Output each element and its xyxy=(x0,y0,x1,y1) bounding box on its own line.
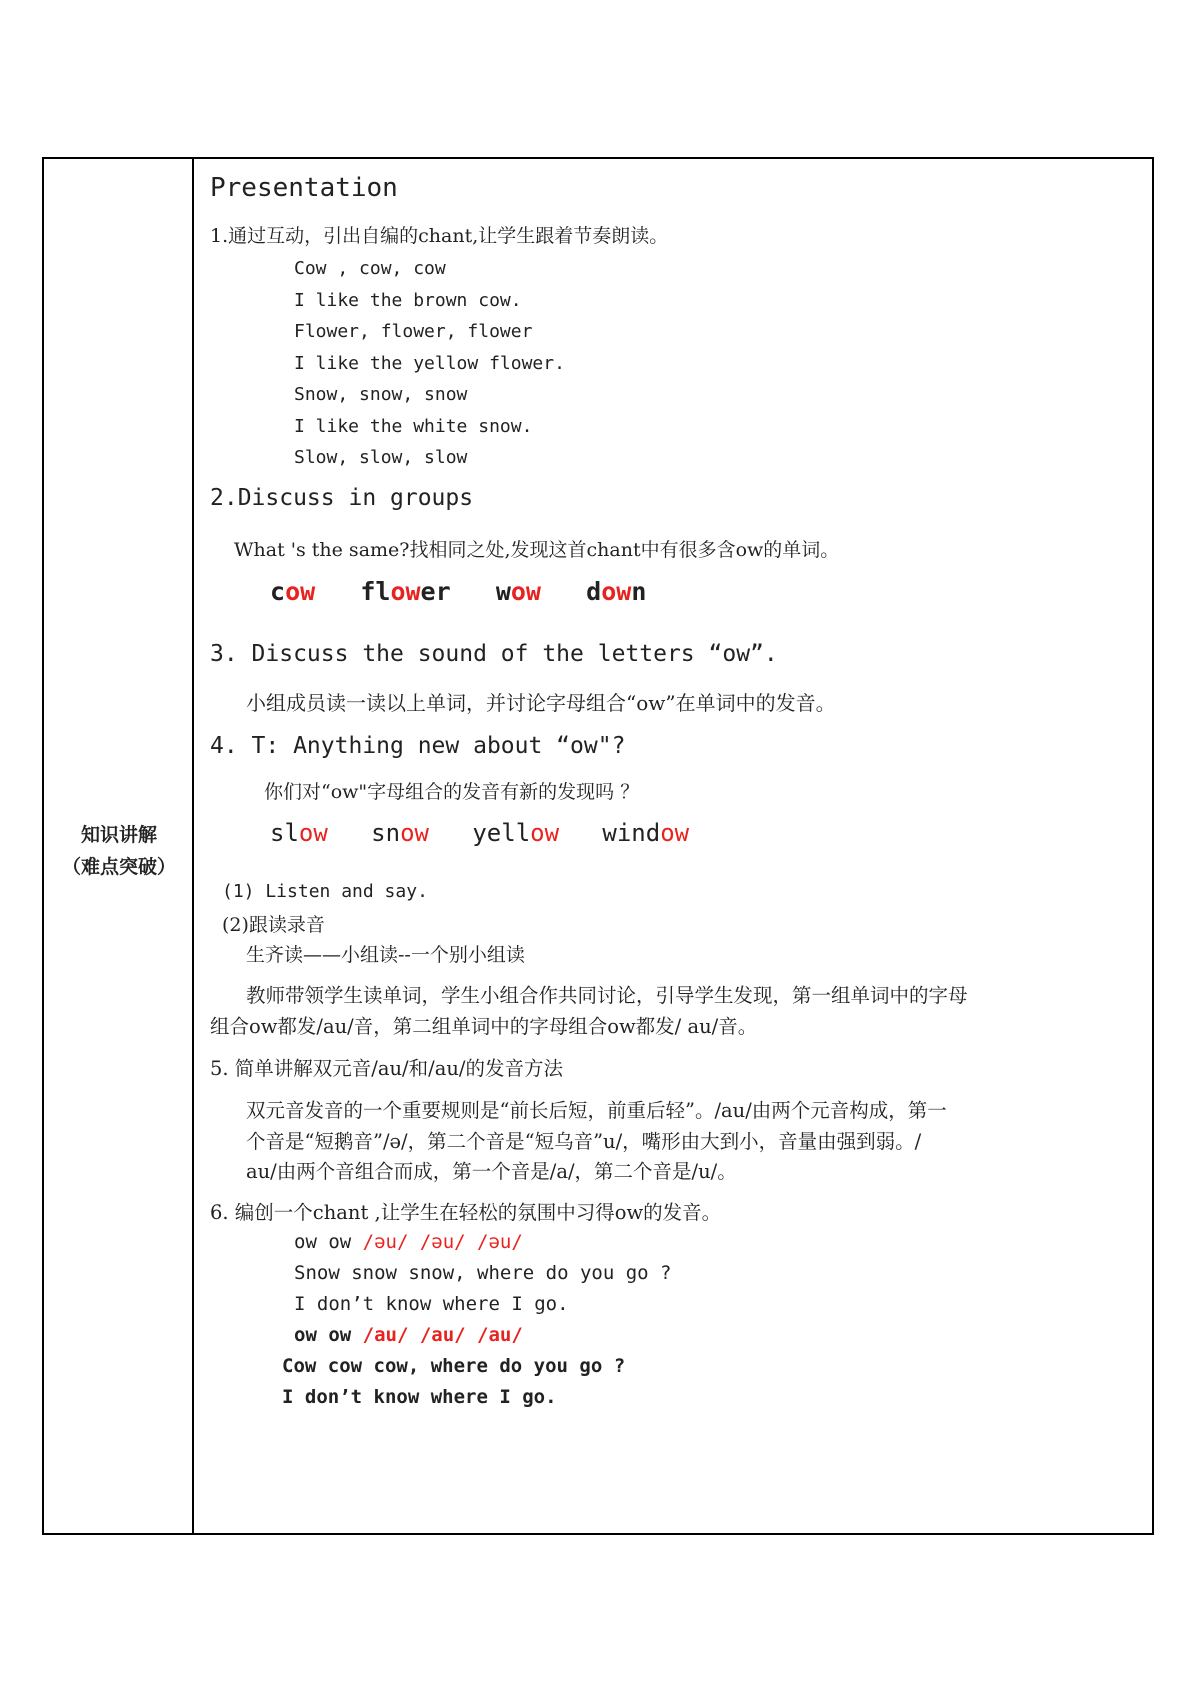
ow-word: yellow xyxy=(472,819,560,847)
step4-paragraph-line: 组合ow都发/au/音，第二组单词中的字母组合ow都发/ au/音。 xyxy=(210,1015,758,1038)
chant-line: Cow cow cow, where do you go ? xyxy=(282,1355,626,1377)
chant-line: I like the yellow flower. xyxy=(294,352,565,374)
step4-paragraph-line: 教师带领学生读单词，学生小组合作共同讨论，引导学生发现，第一组单词中的字母 xyxy=(246,984,968,1007)
step4-heading: 4. T: Anything new about “ow"? xyxy=(210,733,626,759)
chant-block-1 xyxy=(294,253,565,474)
step5-paragraph-line: 双元音发音的一个重要规则是“前长后短，前重后轻”。/au/由两个元音构成，第一 xyxy=(246,1099,947,1122)
category-cell xyxy=(44,159,194,1533)
chant-line: I don’t know where I go. xyxy=(282,1386,557,1408)
ow-word: down xyxy=(586,577,647,606)
chant-line: Slow, slow, slow xyxy=(294,447,468,468)
chant-line: I don’t know where I go. xyxy=(294,1293,569,1315)
step1-intro: 1.通过互动，引出自编的chant,让学生跟着节奏朗读。 xyxy=(210,225,669,247)
category-subtitle: （难点突破） xyxy=(61,856,176,878)
step4-text: 你们对“ow"字母组合的发音有新的发现吗 ？ xyxy=(264,781,640,803)
step5-heading: 5. 简单讲解双元音/au/和/au/的发音方法 xyxy=(210,1057,563,1080)
chant-line: Snow snow snow, where do you go ? xyxy=(294,1262,672,1284)
chant-line: ow ow /au/ /au/ /au/ xyxy=(294,1324,523,1346)
step5-paragraph-line: au/由两个音组合而成，第一个音是/a/，第二个音是/u/。 xyxy=(246,1160,737,1183)
step3-text: 小组成员读一读以上单词，并讨论字母组合“ow”在单词中的发音。 xyxy=(246,691,836,715)
ow-word-row-2 xyxy=(270,819,689,847)
chant-line: I like the white snow. xyxy=(294,415,533,437)
ow-word: wow xyxy=(495,577,541,606)
ow-word: snow xyxy=(371,819,429,847)
step3-heading: 3. Discuss the sound of the letters “ow”. xyxy=(210,641,778,667)
chant-block-2 xyxy=(294,1227,672,1351)
ow-word: cow xyxy=(270,577,316,606)
chant-line: Flower, flower, flower xyxy=(294,321,533,342)
section-title: Presentation xyxy=(210,173,398,203)
sub-step-1: (1) Listen and say. xyxy=(222,881,428,902)
lesson-table xyxy=(42,157,1154,1535)
step6-heading: 6. 编创一个chant ,让学生在轻松的氛围中习得ow的发音。 xyxy=(210,1201,722,1224)
ow-word: flower xyxy=(360,577,451,606)
chant-line: ow ow /əu/ /əu/ /əu/ xyxy=(294,1231,523,1253)
step2-text: What 's the same?找相同之处,发现这首chant中有很多含ow的单词。 xyxy=(234,539,840,561)
step2-heading: 2.Discuss in groups xyxy=(210,485,474,511)
chant-block-3 xyxy=(282,1351,625,1413)
ow-word: slow xyxy=(270,819,328,847)
category-label xyxy=(44,819,194,883)
sub-step-2: (2)跟读录音 xyxy=(222,914,325,936)
step5-paragraph-line: 个音是“短鹅音”/ə/，第二个音是“短乌音”u/，嘴形由大到小，音量由强到弱。/ xyxy=(246,1130,922,1153)
sub-step-3: 生齐读——小组读--一个别小组读 xyxy=(246,944,525,966)
chant-line: I like the brown cow. xyxy=(294,289,522,311)
ow-word-row-1 xyxy=(270,577,646,606)
category-title: 知识讲解 xyxy=(80,824,157,846)
chant-line: Snow, snow, snow xyxy=(294,384,468,405)
ow-word: window xyxy=(602,819,690,847)
chant-line: Cow , cow, cow xyxy=(294,258,446,279)
